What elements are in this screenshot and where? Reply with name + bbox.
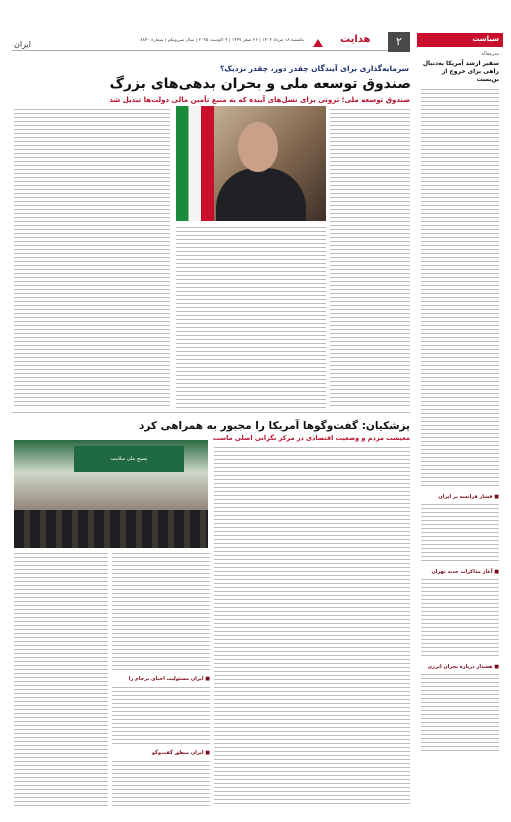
story1-kicker: سرمایه‌گذاری برای آیندگان چقدر دور، چقدر نزدیک؟ (219, 64, 409, 73)
sidebar-body-2 (421, 503, 499, 563)
sidebar-mini-3: ■ هشدار درباره بحران انرژی (427, 664, 499, 670)
story1-col-2 (176, 226, 326, 408)
section-divider (12, 412, 410, 413)
story2-inner-head-1: ■ ایران مسئولیت احیای برجام را (128, 676, 210, 682)
story2-headline: پزشکیان: گفت‌وگوها آمریکا را مجبور به همراهی کرد (138, 420, 410, 432)
page-number: ۲ (388, 32, 410, 52)
photo-person-body (216, 168, 306, 221)
sidebar-column (417, 33, 503, 813)
story2-subhead: معیشت مردم و وضعیت اقتصادی در مرکز نگرانی اصلی ماست (212, 434, 410, 442)
logo-triangle-icon (313, 39, 323, 47)
story1-col-4 (14, 108, 170, 408)
sidebar-mini-2: ■ آغاز مذاکرات جدید تهران (431, 569, 499, 575)
iran-flag (176, 106, 214, 221)
section-label: ایران (14, 40, 31, 49)
story2-col-1 (214, 446, 410, 806)
photo-crowd (14, 510, 208, 548)
photo-banner: بسیج ملی سلامت (74, 446, 184, 472)
story2-col-2 (112, 552, 210, 672)
sidebar-sub: سرمقاله (481, 51, 499, 57)
story2-col-2c (112, 760, 210, 806)
sidebar-head: سیاست (417, 33, 503, 47)
photo-person-face (238, 122, 278, 172)
story1-headline: صندوق توسعه ملی و بحران بدهی‌های بزرگ (109, 76, 411, 92)
newspaper-logo: هدایت (340, 34, 371, 45)
story2-inner-head-2: ■ ایران منطق گفت‌وگو (151, 750, 210, 756)
sidebar-title: سفیر ارشد آمریکا به‌دنبال راهی برای خروج از بن‌بست (422, 60, 499, 83)
story1-subhead: صندوق توسعه ملی؛ ثروتی برای نسل‌های آینده که به منبع تأمین مالی دولت‌ها تبدیل شد (109, 96, 410, 104)
story2-col-3 (14, 552, 108, 806)
sidebar-mini-1: ■ فشار فرانسه بر ایران (438, 494, 499, 500)
sidebar-body (421, 88, 499, 488)
story2-photo (14, 440, 208, 548)
story1-photo (176, 106, 326, 221)
story2-col-2b (112, 686, 210, 746)
date-line: یکشنبه ۱۸ مرداد ۱۴۰۴ | ۲۶ صفر ۱۴۴۷ | ۹ آگوست ۲۰۲۵ | سال سی‌ویکم | شماره ۸۸۴۰ (140, 38, 304, 43)
sidebar-body-4 (421, 673, 499, 753)
story1-col-1 (330, 108, 410, 408)
sidebar-body-3 (421, 578, 499, 658)
